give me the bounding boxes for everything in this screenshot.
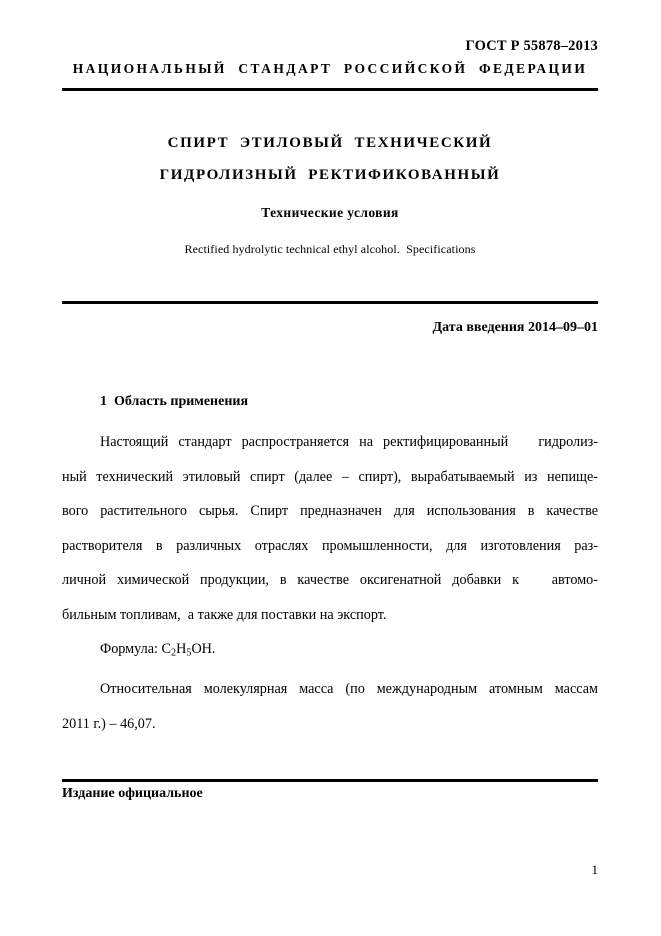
paragraph-line: вого растительного сырья. Спирт предназначен для использования в качестве bbox=[62, 503, 598, 520]
footer-divider-rule bbox=[62, 779, 598, 782]
document-title-line-1: СПИРТ ЭТИЛОВЫЙ ТЕХНИЧЕСКИЙ bbox=[167, 135, 493, 151]
official-edition-label: Издание официальное bbox=[62, 786, 203, 801]
header-divider-rule bbox=[62, 88, 598, 91]
document-subtitle-english: Rectified hydrolytic technical ethyl alcohol. Specifications bbox=[184, 242, 476, 256]
formula-line bbox=[62, 632, 598, 671]
formula-mid: H bbox=[176, 641, 187, 657]
title-divider-rule bbox=[62, 301, 598, 304]
paragraph-line: личной химической продукции, в качестве оксигенатной добавки к автомо- bbox=[62, 572, 598, 589]
paragraph-molecular-mass bbox=[62, 672, 598, 741]
page-number: 1 bbox=[591, 862, 598, 877]
paragraph-formula bbox=[62, 632, 598, 671]
formula-prefix: Формула: C bbox=[100, 641, 171, 657]
paragraph-line: Относительная молекулярная масса (по международным атомным массам bbox=[100, 681, 598, 697]
formula-suffix: OH. bbox=[191, 641, 216, 657]
national-standard-label: НАЦИОНАЛЬНЫЙ СТАНДАРТ РОССИЙСКОЙ ФЕДЕРАЦИИ bbox=[72, 61, 588, 76]
paragraph-line: ный технический этиловый спирт (далее – спирт), вырабатываемый из непище- bbox=[62, 468, 598, 485]
standard-number: ГОСТ Р 55878–2013 bbox=[465, 38, 598, 54]
formula-subscript-carbon: 2 bbox=[170, 647, 177, 659]
paragraph-line: 2011 г.) – 46,07. bbox=[62, 715, 156, 732]
formula-subscript-hydrogen: 5 bbox=[186, 647, 192, 659]
introduction-date: Дата введения 2014–09–01 bbox=[432, 320, 598, 335]
paragraph-line: растворителя в различных отраслях промышленности, для изготовления раз- bbox=[62, 537, 598, 554]
section-heading-scope: 1 Область применения bbox=[100, 394, 249, 409]
document-subtitle-russian: Технические условия bbox=[261, 205, 399, 220]
paragraph-line: Настоящий стандарт распространяется на ректифицированный гидролиз- bbox=[100, 434, 598, 450]
document-title-line-2: ГИДРОЛИЗНЫЙ РЕКТИФИКОВАННЫЙ bbox=[159, 167, 501, 183]
paragraph-scope bbox=[62, 425, 598, 633]
paragraph-line: бильным топливам, а также для поставки на экспорт. bbox=[62, 606, 387, 623]
